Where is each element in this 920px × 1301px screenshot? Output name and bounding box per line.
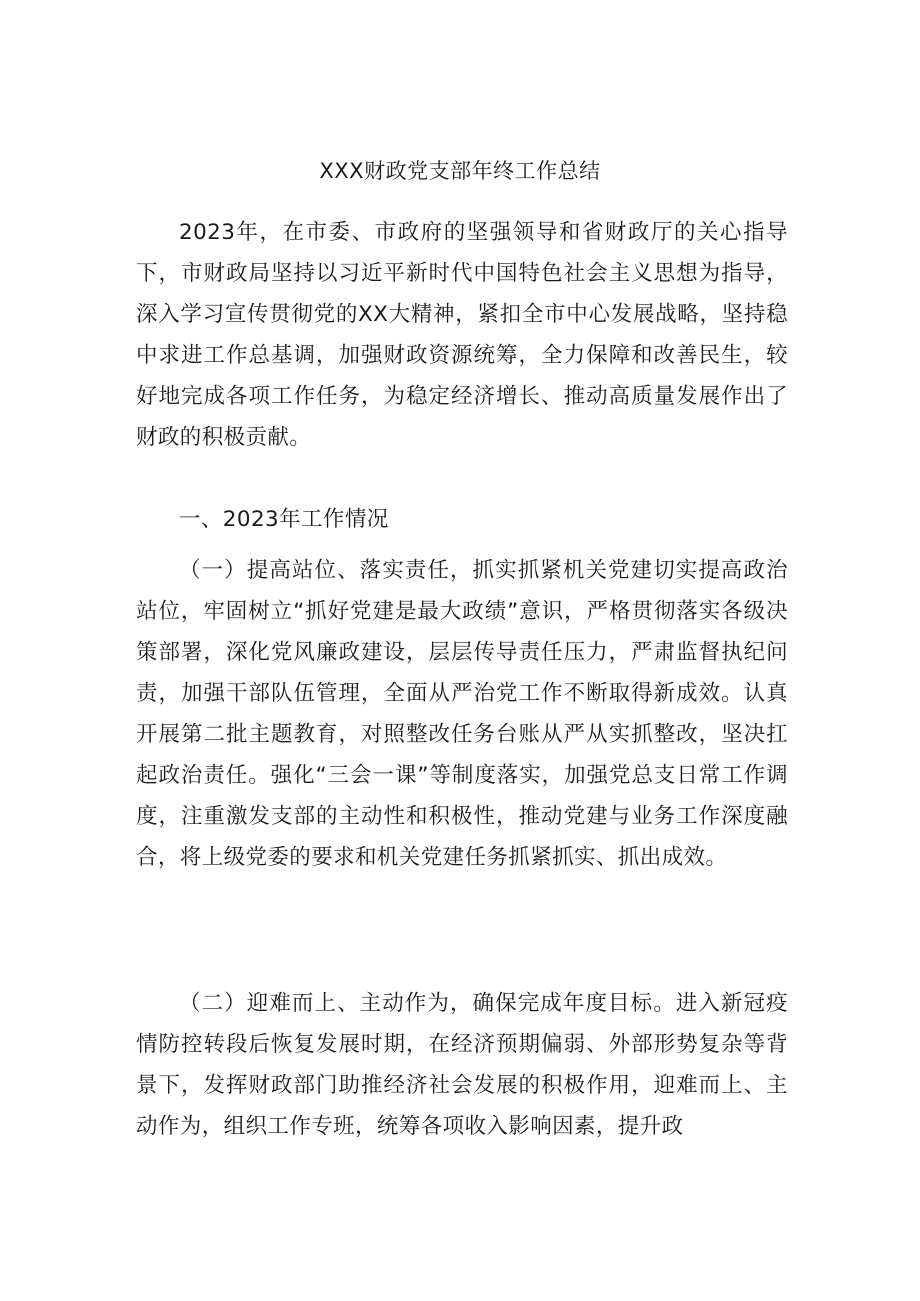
document-title: XXX财政党支部年终工作总结 (319, 159, 601, 183)
section-heading: 一、2023年工作情况 (179, 507, 389, 532)
subsection-1-paragraph: （一）提高站位、落实责任，抓实抓紧机关党建切实提高政治站位，牢固树立“抓好党建是最大政绩”意识，严格贯彻落实各级决策部署，深化党风廉政建设，层层传导责任压力，严肃监督执纪问责，加强干部队伍管理，全面从严治党工作不断取得新成效。认真开展第二批主题教育，对照整改任务台账从严从实抓整改，坚决扛起政治责任。强化“三会一课”等制度落实，加强党总支日常工作调度，注重激发支部的主动性和积极性，推动党建与业务工作深度融合，将上级党委的要求和机关党建任务抓紧抓实、抓出成效。 (136, 558, 788, 870)
intro-paragraph: 2023年，在市委、市政府的坚强领导和省财政厅的关心指导下，市财政局坚持以习近平新时代中国特色社会主义思想为指导，深入学习宣传贯彻党的XX大精神，紧扣全市中心发展战略，坚持稳中求进工作总基调，加强财政资源统筹，全力保障和改善民生，较好地完成各项工作任务，为稳定经济增长、推动高质量发展作出了财政的积极贡献。 (136, 220, 788, 450)
subsection-2-paragraph: （二）迎难而上、主动作为，确保完成年度目标。进入新冠疫情防控转段后恢复发展时期，在经济预期偏弱、外部形势复杂等背景下，发挥财政部门助推经济社会发展的积极作用，迎难而上、主动作为，组织工作专班，统筹各项收入影响因素，提升政 (136, 991, 788, 1139)
